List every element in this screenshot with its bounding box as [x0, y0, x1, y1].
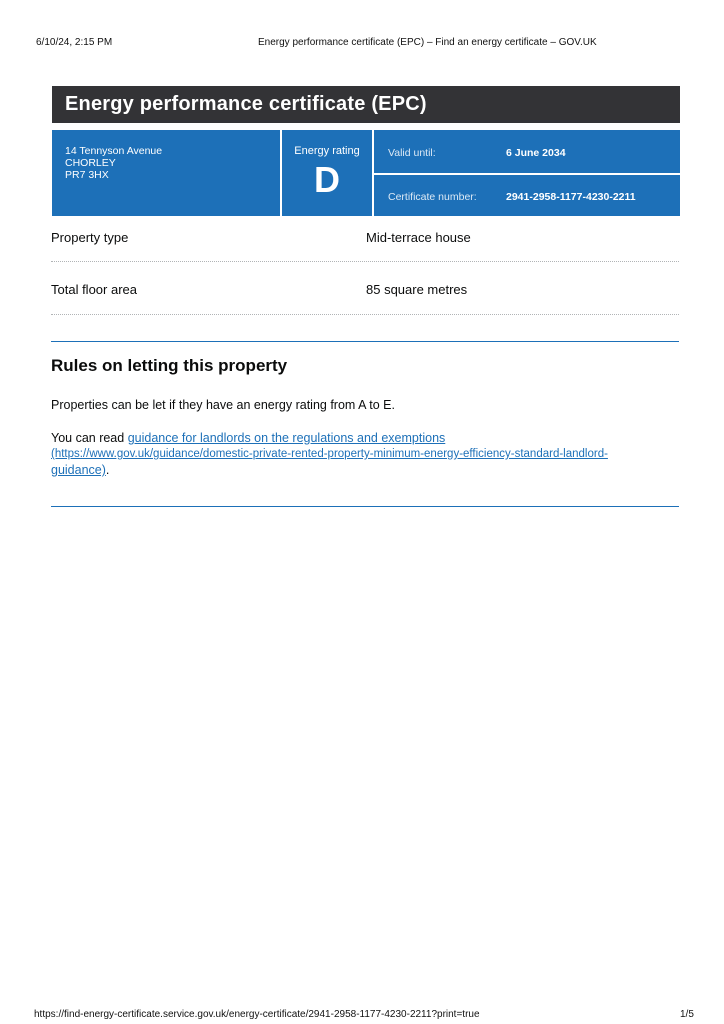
- energy-rating-box: [282, 130, 372, 216]
- letting-rules-heading: Rules on letting this property: [51, 356, 288, 375]
- page-title: Energy performance certificate (EPC): [52, 86, 680, 123]
- address-line-1: 14 Tennyson Avenue: [65, 145, 163, 157]
- valid-until-label: Valid until:: [388, 147, 436, 159]
- summary-value: Mid-terrace house: [366, 230, 471, 245]
- print-page-title: Energy performance certificate (EPC) – Find an energy certificate – GOV.UK: [258, 37, 597, 48]
- section-divider: [51, 341, 679, 342]
- valid-until-value: 6 June 2034: [506, 147, 566, 159]
- landlord-guidance-link[interactable]: [51, 431, 671, 477]
- address-line-2: CHORLEY: [65, 157, 116, 169]
- summary-value: 85 square metres: [366, 282, 468, 297]
- summary-label: Property type: [51, 230, 129, 245]
- page-number: 1/5: [680, 1009, 694, 1020]
- guidance-end-punctuation: .: [105, 463, 110, 477]
- print-header: [0, 37, 724, 51]
- row-divider: [51, 261, 679, 262]
- certificate-number-value: 2941-2958-1177-4230-2211: [506, 191, 636, 203]
- guidance-link-url: (https://www.gov.uk/guidance/domestic-private-rented-property-minimum-energy-efficiency-standard-landlord-: [51, 448, 608, 460]
- epc-summary-panel: [52, 130, 680, 216]
- print-date: 6/10/24, 2:15 PM: [36, 37, 113, 48]
- certificate-number-label: Certificate number:: [388, 191, 477, 203]
- guidance-link-url-end: guidance): [51, 463, 106, 477]
- address-postcode: PR7 3HX: [65, 169, 109, 181]
- certificate-number-box: [374, 175, 680, 216]
- letting-rules-paragraph: Properties can be let if they have an energy rating from A to E.: [51, 398, 395, 412]
- section-divider: [51, 506, 679, 507]
- energy-rating-label: Energy rating: [294, 145, 360, 157]
- property-address: [52, 130, 280, 216]
- guidance-intro-text: You can read: [51, 431, 125, 445]
- energy-rating-letter: D: [314, 159, 340, 200]
- valid-until-box: [374, 130, 680, 173]
- summary-label: Total floor area: [51, 282, 137, 297]
- guidance-link-text: guidance for landlords on the regulations and exemptions: [127, 431, 446, 445]
- print-url: https://find-energy-certificate.service.gov.uk/energy-certificate/2941-2958-1177-4230-2211?print=true: [34, 1009, 480, 1020]
- landlord-guidance-paragraph: [51, 430, 671, 478]
- row-divider: [51, 314, 679, 315]
